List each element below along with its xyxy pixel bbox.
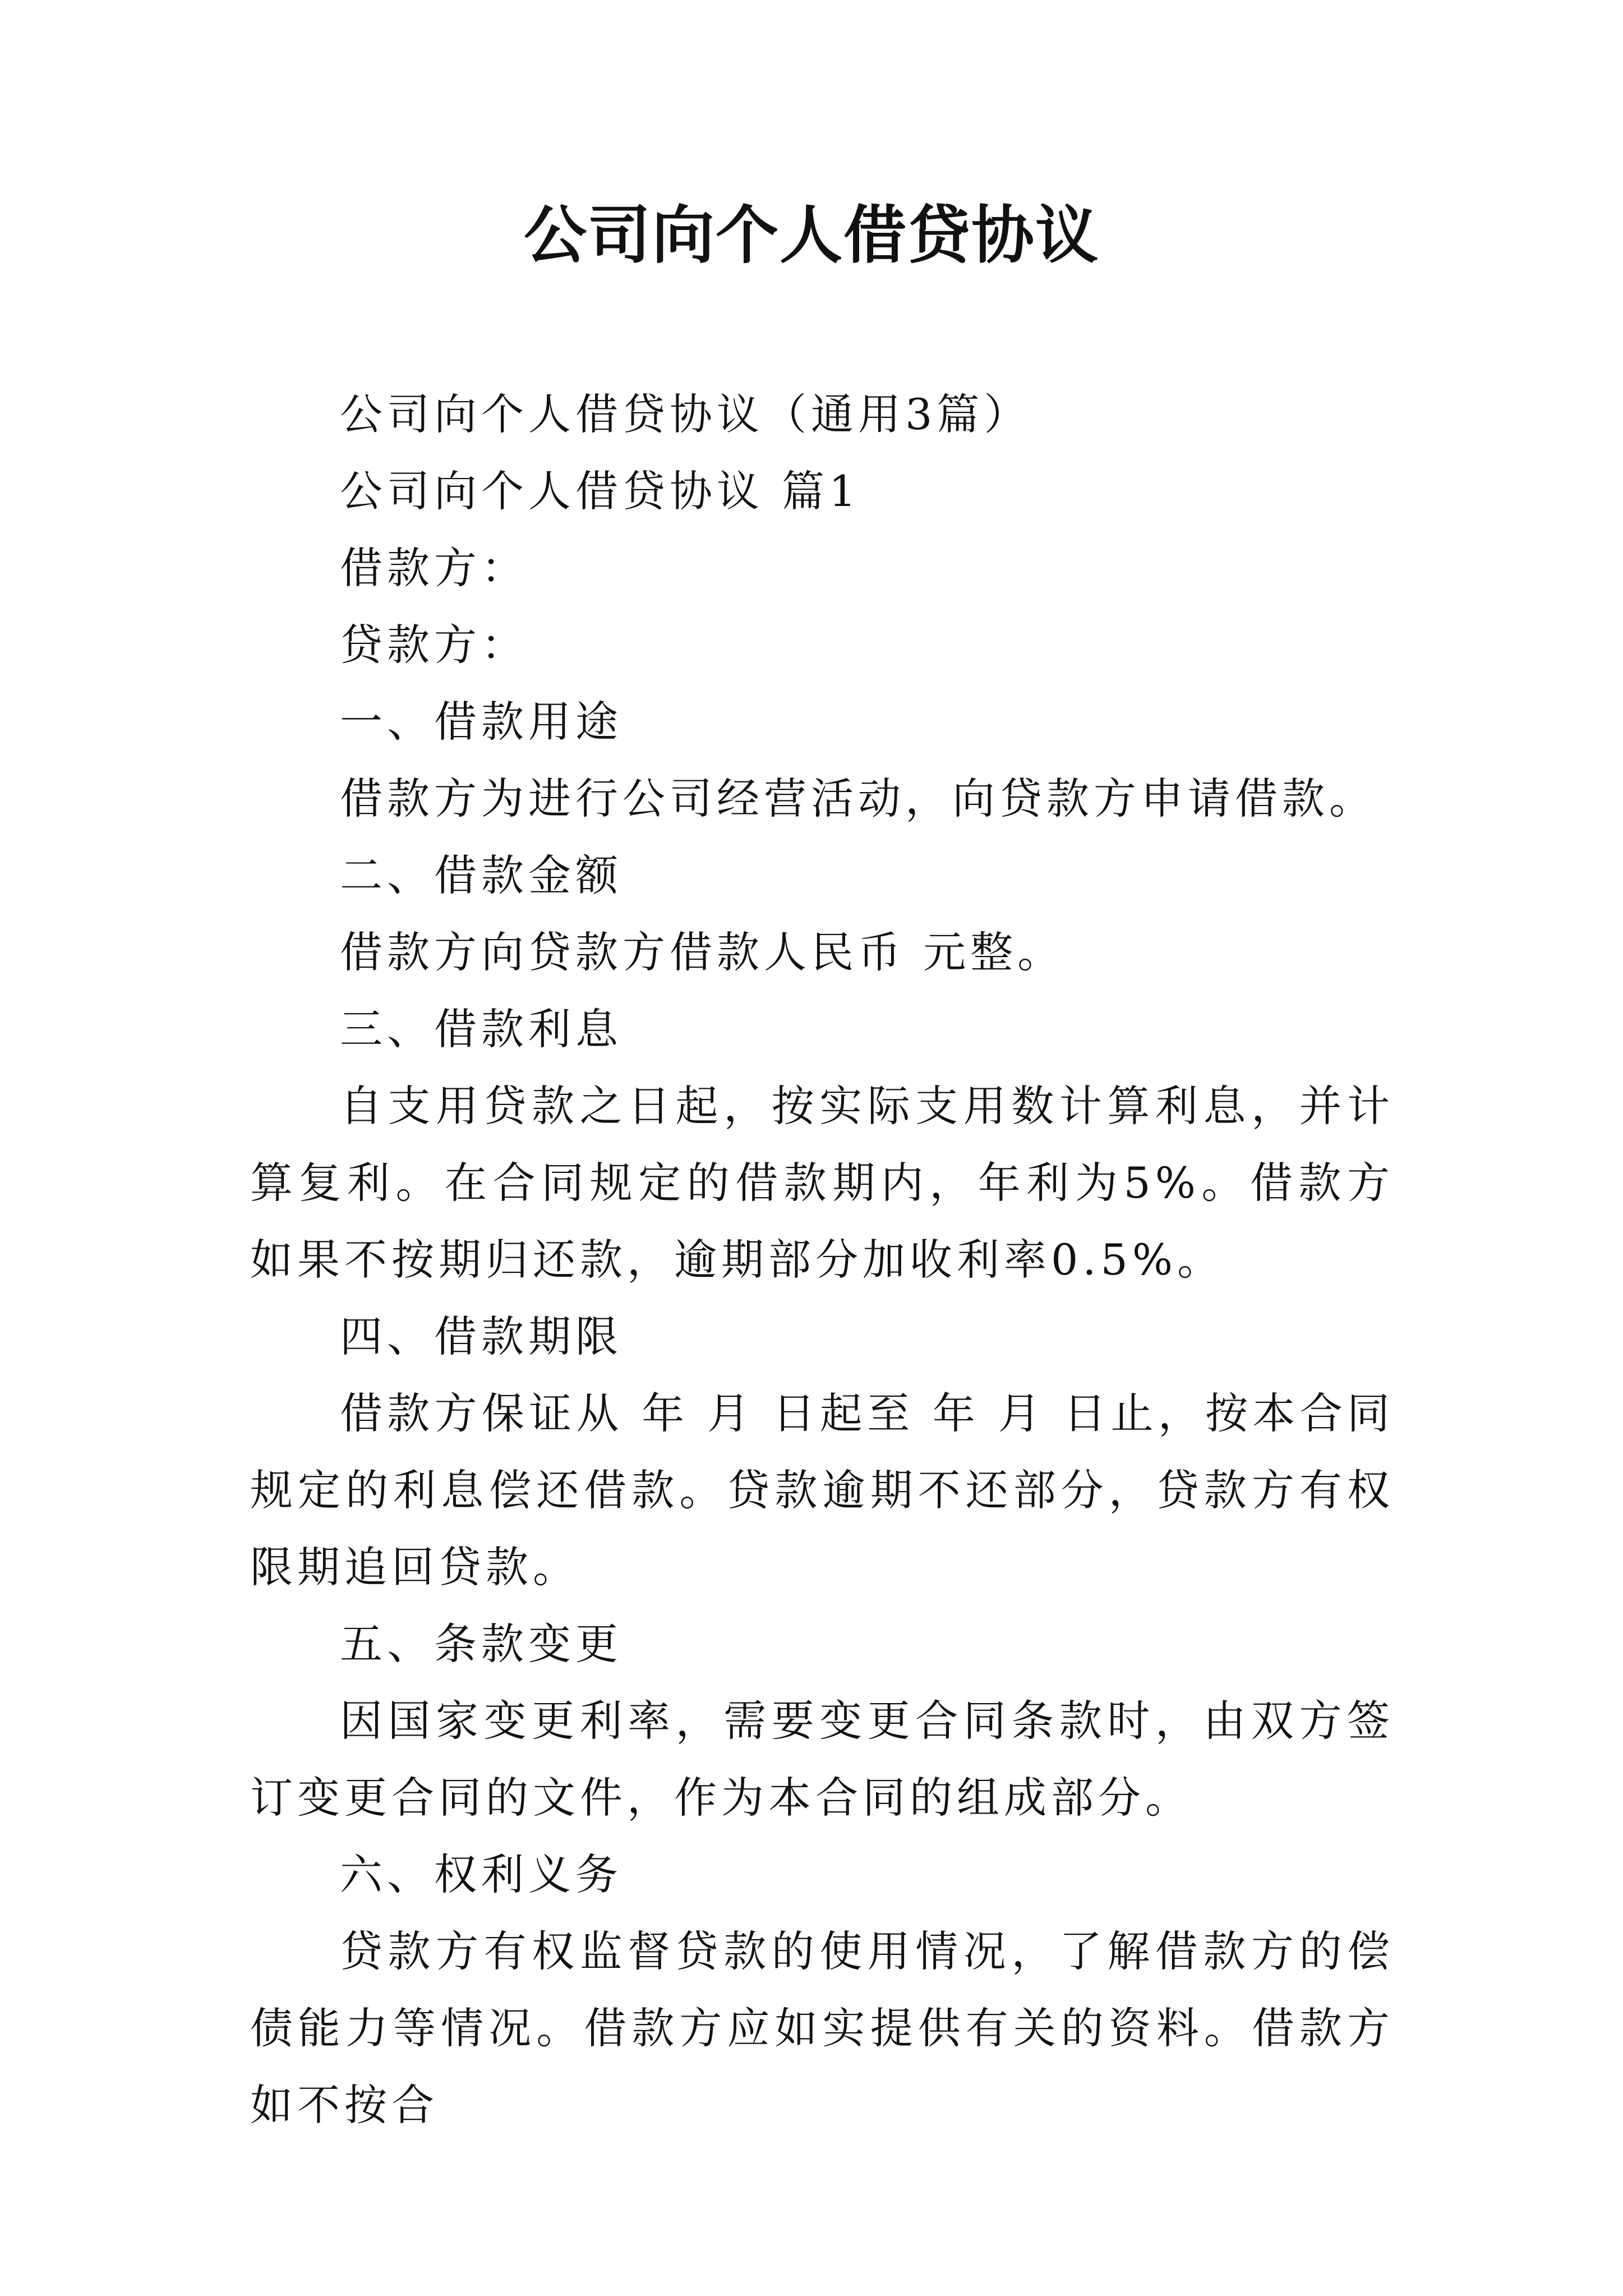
section-heading-rights: 六、权利义务 [340,1849,623,1899]
paragraph-heading-part1: 公司向个人借贷协议 篇1 [340,466,861,516]
paragraph-change: 因国家变更利率，需要变更合同条款时，由双方签订变更合同的文件，作为本合同的组成部分。 [250,1696,1394,1823]
section-heading-term: 四、借款期限 [340,1312,623,1361]
paragraph-purpose: 借款方为进行公司经营活动，向贷款方申请借款。 [340,774,1376,823]
paragraph-heading-general: 公司向个人借贷协议（通用3篇） [340,389,1031,439]
section-heading-purpose: 一、借款用途 [340,697,623,747]
paragraph-interest: 自支用贷款之日起，按实际支用数计算利息，并计算复利。在合同规定的借款期内，年利为5%。借款方如果不按期归还款，逾期部分加收利率0.5%。 [250,1081,1394,1285]
section-heading-amount: 二、借款金额 [340,850,623,900]
paragraph-rights: 贷款方有权监督贷款的使用情况，了解借款方的偿债能力等情况。借款方应如实提供有关的资料。借款方如不按合 [250,1926,1394,2130]
paragraph-term: 借款方保证从 年 月 日起至 年 月 日止，按本合同规定的利息偿还借款。贷款逾期不还部分，贷款方有权限期追回贷款。 [250,1388,1394,1592]
paragraph-amount: 借款方向贷款方借款人民币 元整。 [340,927,1065,977]
paragraph-borrower: 借款方： [340,543,528,593]
paragraph-lender: 贷款方： [340,620,528,670]
section-heading-change: 五、条款变更 [340,1619,623,1669]
document-title: 公司向个人借贷协议 [524,199,1099,272]
document-body [250,376,1394,2143]
section-heading-interest: 三、借款利息 [340,1004,623,1054]
